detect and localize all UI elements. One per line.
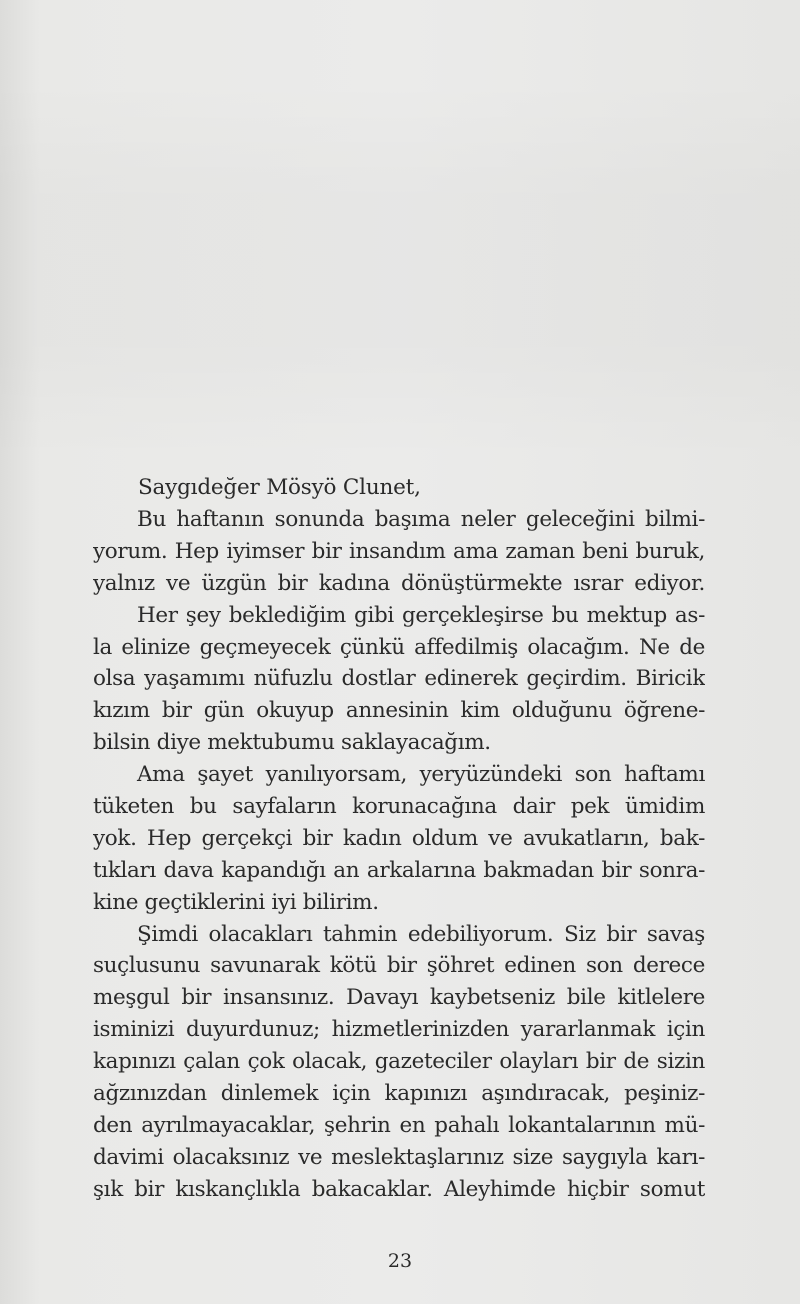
text-line: kızım bir gün okuyup annesinin kim olduğunu öğrene-: [93, 698, 705, 724]
text-line: bilsin diye mektubumu saklayacağım.: [93, 730, 491, 756]
show-through-shadow: [0, 80, 800, 460]
text-line: kapınızı çalan çok olacak, gazeteciler olayları bir de sizin: [93, 1049, 705, 1075]
text-line: la elinize geçmeyecek çünkü affedilmiş olacağım. Ne de: [93, 634, 705, 660]
text-line: kine geçtiklerini iyi bilirim.: [93, 889, 379, 915]
text-line: yok. Hep gerçekçi bir kadın oldum ve avukatların, bak-: [93, 825, 705, 851]
text-line: davimi olacaksınız ve meslektaşlarınız size saygıyla karı-: [93, 1144, 705, 1170]
text-line: suçlusunu savunarak kötü bir şöhret edinen son derece: [93, 953, 705, 979]
letter-salutation: Saygıdeğer Mösyö Clunet,: [138, 475, 421, 500]
text-line: ağzınızdan dinlemek için kapınızı aşındıracak, peşiniz-: [93, 1081, 705, 1107]
letter-body: [93, 504, 705, 1206]
text-line: Ama şayet yanılıyorsam, yeryüzündeki son haftamı: [137, 762, 705, 788]
text-line: meşgul bir insansınız. Davayı kaybetseniz bile kitlelere: [93, 985, 705, 1011]
text-line: Şimdi olacakları tahmin edebiliyorum. Siz bir savaş: [137, 921, 705, 947]
text-line: isminizi duyurdunuz; hizmetlerinizden yararlanmak için: [93, 1017, 705, 1043]
text-line: şık bir kıskançlıkla bakacaklar. Aleyhimde hiçbir somut: [93, 1176, 705, 1202]
text-line: den ayrılmayacaklar, şehrin en pahalı lokantalarının mü-: [93, 1112, 705, 1138]
text-line: Her şey beklediğim gibi gerçekleşirse bu mektup as-: [137, 602, 705, 628]
text-line: yorum. Hep iyimser bir insandım ama zaman beni buruk,: [93, 538, 705, 564]
text-line: yalnız ve üzgün bir kadına dönüştürmekte ısrar ediyor.: [93, 570, 705, 596]
page-number: 23: [387, 1250, 413, 1272]
text-line: olsa yaşamımı nüfuzlu dostlar edinerek geçirdim. Biricik: [93, 666, 705, 692]
text-line: Bu haftanın sonunda başıma neler geleceğini bilmi-: [137, 507, 705, 532]
text-line: tıkları dava kapandığı an arkalarına bakmadan bir sonra-: [93, 857, 705, 883]
text-line: tüketen bu sayfaların korunacağına dair pek ümidim: [93, 794, 705, 820]
